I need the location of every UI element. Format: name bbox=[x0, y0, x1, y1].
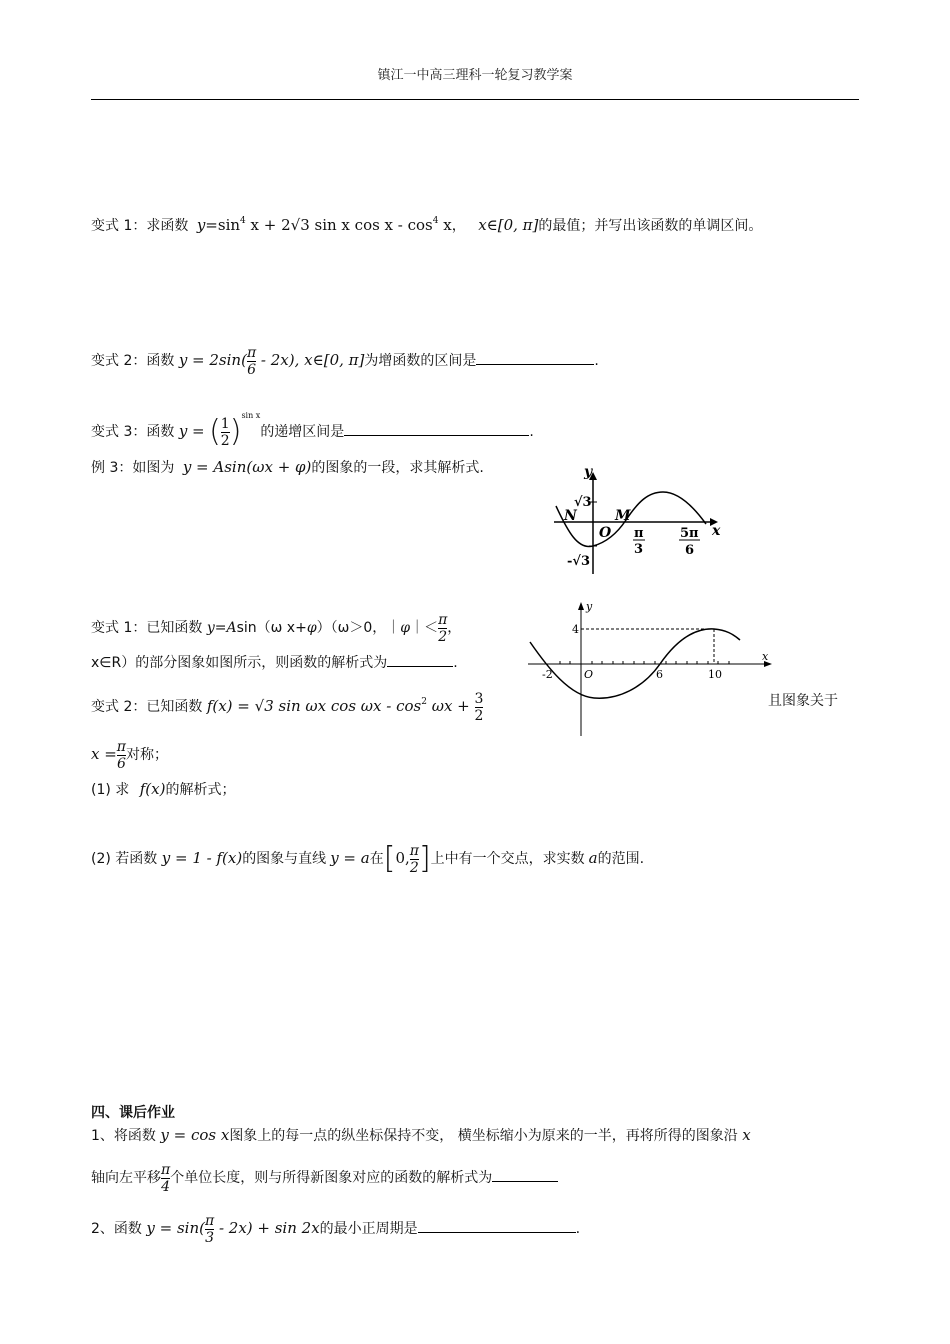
v2p2-label: (2) 若函数 bbox=[91, 851, 158, 867]
fig1-pi-num: π bbox=[634, 526, 644, 541]
v1-line2 bbox=[91, 654, 458, 672]
v2-label: 变式 2：已知函数 bbox=[91, 699, 203, 715]
v1-text-b: y=A bbox=[206, 620, 237, 636]
fig1-origin-label: O bbox=[599, 525, 612, 541]
v2p2-lbracket: [ bbox=[383, 841, 396, 876]
v1-answer-blank[interactable] bbox=[387, 654, 453, 667]
v2-tail: 且图象关于 bbox=[768, 693, 838, 709]
v1-text-e: ｜＜ bbox=[410, 620, 439, 636]
hw1-line2 bbox=[91, 1160, 558, 1196]
hw1-expr: y = cos x bbox=[160, 1126, 230, 1144]
sine-graph-figure-2 bbox=[518, 598, 778, 740]
q2-num: π bbox=[246, 344, 257, 361]
ex3-line bbox=[91, 458, 484, 477]
section-homework-title: 四、课后作业 bbox=[91, 1105, 175, 1121]
q3-label: 变式 3：函数 bbox=[91, 424, 175, 440]
ex3-label: 例 3：如图为 bbox=[91, 460, 175, 476]
fig2-six-label: 6 bbox=[656, 668, 663, 681]
v2p2-expr: y = 1 - f(x) bbox=[161, 849, 243, 867]
v2p2-ya: y = a bbox=[330, 849, 370, 867]
q3-lhs: y = bbox=[178, 422, 205, 440]
q1-domain: x∈[0, π] bbox=[478, 216, 539, 234]
ex3-expr: y = Asin(ωx + φ) bbox=[182, 458, 312, 476]
v2-x-den: 6 bbox=[116, 755, 126, 772]
v2-sym: 对称； bbox=[126, 747, 168, 763]
q1-p2: 4 bbox=[432, 216, 439, 226]
fig1-pi-den: 3 bbox=[634, 542, 644, 557]
v2-power: 2 bbox=[421, 697, 427, 707]
v1-den: 2 bbox=[438, 628, 448, 645]
q3-rest: 的递增区间是 bbox=[260, 424, 345, 440]
v1-num: π bbox=[438, 611, 448, 628]
header-rule bbox=[91, 99, 859, 100]
v2p1-rest: 的解析式； bbox=[165, 782, 236, 798]
ex3-rest: 的图象的一段，求其解析式. bbox=[311, 460, 484, 476]
v2p2-rbracket: ] bbox=[418, 841, 431, 876]
q3-lparen: ( bbox=[209, 414, 221, 449]
q1-rest: 的最值；并写出该函数的单调区间。 bbox=[538, 218, 763, 234]
q3-end: . bbox=[529, 424, 534, 440]
sine-graph-figure-1 bbox=[548, 462, 728, 577]
q2-expr-b: - 2x), x∈[0, π] bbox=[256, 351, 365, 369]
v2-num: 3 bbox=[474, 690, 484, 707]
hw2-answer-blank[interactable] bbox=[418, 1220, 576, 1233]
q2-den: 6 bbox=[247, 361, 257, 378]
q3-num: 1 bbox=[220, 415, 230, 432]
q2-expr-a: y = 2sin( bbox=[178, 351, 247, 369]
fig2-ten-label: 10 bbox=[708, 668, 722, 681]
v2p2-end: 的范围. bbox=[597, 851, 645, 867]
q1-t2: x bbox=[438, 216, 452, 234]
hw2-line bbox=[91, 1210, 580, 1247]
hw2-expr-b: - 2x) + sin 2x bbox=[214, 1219, 320, 1237]
hw1-x: x bbox=[742, 1126, 751, 1144]
fig1-5pi-num: 5π bbox=[680, 526, 699, 541]
q1-t1: x + 2√3 sin x cos x - cos bbox=[245, 216, 433, 234]
hw2-num: π bbox=[204, 1212, 215, 1229]
v2-frac bbox=[475, 691, 484, 724]
fig1-x-label: x bbox=[712, 523, 721, 539]
q1-eq: =sin bbox=[205, 216, 241, 234]
v2-part1 bbox=[91, 780, 235, 799]
fig2-background bbox=[518, 598, 778, 740]
hw1-frac bbox=[161, 1162, 170, 1195]
page-header: 镇江一中高三理科一轮复习教学案 bbox=[377, 68, 573, 83]
q2-line bbox=[91, 342, 599, 379]
v2p2-frac bbox=[410, 843, 419, 876]
v2-x-eq: x = bbox=[91, 745, 117, 763]
q3-exp: sin x bbox=[241, 411, 261, 420]
fig2-y-label: y bbox=[586, 600, 593, 613]
v1-comma: ， bbox=[447, 620, 462, 636]
v2p2-mid: 的图象与直线 bbox=[242, 851, 327, 867]
hw1-num: π bbox=[161, 1161, 171, 1178]
hw1-b: 图象上的每一点的纵坐标保持不变， 横坐标缩小为原来的一半，再将所得的图象沿 bbox=[229, 1128, 738, 1144]
fig1-sqrt3-label: √3 bbox=[574, 495, 592, 510]
hw1-answer-blank[interactable] bbox=[492, 1169, 558, 1182]
v2-line1 bbox=[91, 684, 483, 725]
q1-label: 变式 1：求函数 bbox=[91, 218, 189, 234]
hw2-rest: 的最小正周期是 bbox=[319, 1221, 418, 1237]
v2-part2 bbox=[91, 840, 644, 877]
v1-end: . bbox=[453, 655, 458, 671]
v2-x-frac bbox=[117, 739, 126, 772]
v1-line2-text: x∈R）的部分图象如图所示，则函数的解析式为 bbox=[91, 655, 388, 671]
v2p1-label: (1) 求 bbox=[91, 782, 130, 798]
v1-text-c: sin（ω x+ bbox=[236, 620, 307, 636]
fig2-origin-label: O bbox=[584, 668, 594, 681]
v2p2-num: π bbox=[409, 842, 419, 859]
fig1-M-label: M bbox=[615, 508, 631, 524]
fig2-neg2-label: -2 bbox=[542, 668, 553, 681]
v1-frac bbox=[438, 612, 447, 645]
hw1-den: 4 bbox=[161, 1178, 171, 1195]
v1-line1 bbox=[91, 610, 461, 646]
v2-x-num: π bbox=[116, 738, 126, 755]
hw2-a: 2、函数 bbox=[91, 1221, 142, 1237]
q2-frac bbox=[247, 345, 256, 378]
v2-den: 2 bbox=[474, 707, 484, 724]
hw1-c: 轴向左平移 bbox=[91, 1170, 161, 1186]
v2p1-fx: f(x) bbox=[139, 780, 166, 798]
fig1-5pi-den: 6 bbox=[685, 543, 695, 558]
hw2-frac bbox=[205, 1213, 214, 1246]
fig2-four-label: 4 bbox=[572, 623, 579, 636]
hw1-d: 个单位长度，则与所得新图象对应的函数的解析式为 bbox=[170, 1170, 493, 1186]
v2p2-a: a bbox=[588, 849, 598, 867]
v2p2-rest: 上中有一个交点，求实数 bbox=[430, 851, 585, 867]
q3-frac bbox=[221, 416, 230, 449]
q1-lhs: y bbox=[196, 216, 206, 234]
hw2-den: 3 bbox=[205, 1229, 215, 1246]
v2p2-den: 2 bbox=[409, 859, 419, 876]
fig1-neg-sqrt3-label: -√3 bbox=[567, 554, 590, 569]
q2-rest: 为增函数的区间是 bbox=[364, 353, 477, 369]
v1-phi: φ bbox=[306, 620, 317, 636]
fig1-N-label: N bbox=[564, 508, 577, 524]
q1-p1: 4 bbox=[240, 216, 246, 226]
v2-expr-a: f(x) = √3 sin ωx cos ωx - cos bbox=[206, 697, 422, 715]
v2-line2 bbox=[91, 736, 168, 773]
hw2-expr-a: y = sin( bbox=[146, 1219, 205, 1237]
q3-den: 2 bbox=[220, 432, 230, 449]
q2-end: . bbox=[594, 353, 599, 369]
hw1-a: 1、将函数 bbox=[91, 1128, 156, 1144]
q3-line bbox=[91, 398, 534, 450]
v1-phi-abs: φ bbox=[400, 620, 411, 636]
q3-answer-blank[interactable] bbox=[344, 423, 529, 436]
v1-text-d: ）（ω＞0，｜ bbox=[316, 620, 401, 636]
q1-comma: ， bbox=[451, 218, 466, 234]
q3-rparen: ) bbox=[229, 414, 242, 449]
q2-answer-blank[interactable] bbox=[476, 352, 594, 365]
hw2-end: . bbox=[575, 1221, 581, 1237]
q2-label: 变式 2：函数 bbox=[91, 353, 175, 369]
fig1-y-label: y bbox=[584, 464, 593, 480]
q1-line bbox=[91, 212, 762, 235]
fig2-x-label: x bbox=[762, 650, 769, 663]
v2p2-in: 在 bbox=[369, 851, 384, 867]
v1-text-a: 变式 1：已知函数 bbox=[91, 620, 207, 636]
v2-expr-b: ωx + bbox=[426, 697, 475, 715]
hw1-line1 bbox=[91, 1126, 751, 1145]
v2p2-int-a: 0, bbox=[395, 849, 410, 867]
